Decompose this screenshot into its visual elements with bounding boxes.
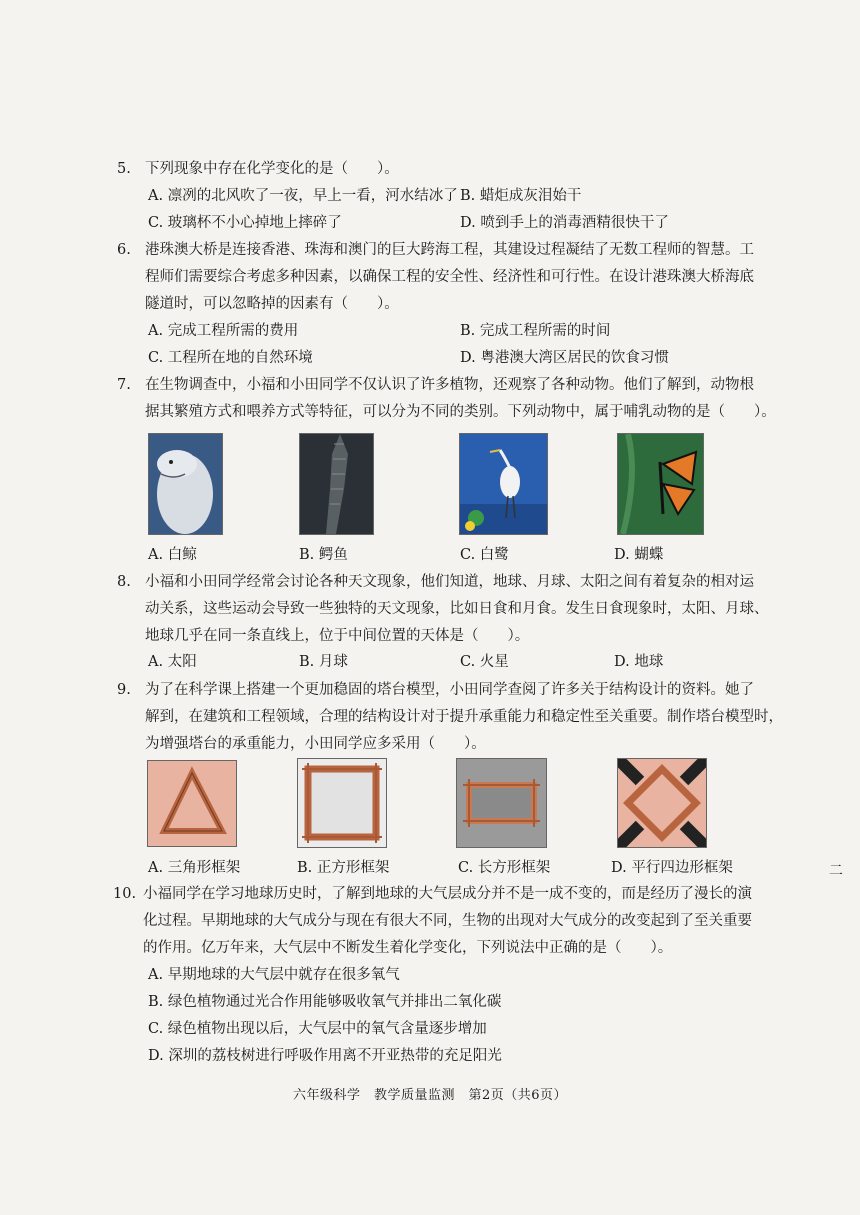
question-6-line-1: 港珠澳大桥是连接香港、珠海和澳门的巨大跨海工程，其建设过程凝结了无数工程师的智慧。工 bbox=[145, 242, 754, 258]
question-10-number: 10. bbox=[113, 886, 137, 902]
question-9-number: 9. bbox=[117, 682, 131, 698]
question-8-line-1: 小福和小田同学经常会讨论各种天文现象，他们知道，地球、月球、太阳之间有着复杂的相对运 bbox=[145, 574, 754, 590]
question-6-number: 6. bbox=[117, 242, 131, 258]
question-6-option-c: C. 工程所在地的自然环境 bbox=[148, 350, 313, 366]
question-6-option-b: B. 完成工程所需的时间 bbox=[460, 323, 611, 339]
crocodile-image bbox=[299, 433, 374, 535]
question-10-option-c: C. 绿色植物出现以后，大气层中的氧气含量逐步增加 bbox=[148, 1021, 487, 1037]
question-10-line-3: 的作用。亿万年来，大气层中不断发生着化学变化，下列说法中正确的是（ ）。 bbox=[143, 940, 673, 956]
egret-image bbox=[459, 433, 548, 535]
beluga-image bbox=[148, 433, 223, 535]
question-7-option-d: D. 蝴蝶 bbox=[614, 547, 664, 563]
question-6-line-3: 隧道时，可以忽略掉的因素有（ ）。 bbox=[145, 296, 399, 312]
question-7-number: 7. bbox=[117, 377, 131, 393]
question-6-option-d: D. 粤港澳大湾区居民的饮食习惯 bbox=[460, 350, 669, 366]
question-7-line-2: 据其繁殖方式和喂养方式等特征，可以分为不同的类别。下列动物中，属于哺乳动物的是（ ）。 bbox=[145, 404, 776, 420]
question-7-option-a: A. 白鲸 bbox=[148, 547, 197, 563]
question-10-option-b: B. 绿色植物通过光合作用能够吸收氧气并排出二氧化碳 bbox=[148, 994, 502, 1010]
question-8-option-a: A. 太阳 bbox=[148, 654, 197, 670]
question-7-option-b: B. 鳄鱼 bbox=[299, 547, 348, 563]
question-8-line-2: 动关系，这些运动会导致一些独特的天文现象，比如日食和月食。发生日食现象时，太阳、月球、 bbox=[145, 601, 769, 617]
question-9-line-1: 为了在科学课上搭建一个更加稳固的塔台模型，小田同学查阅了许多关于结构设计的资料。她了 bbox=[145, 682, 754, 698]
question-7-option-c: C. 白鹭 bbox=[460, 547, 509, 563]
question-5-stem: 下列现象中存在化学变化的是（ ）。 bbox=[145, 161, 399, 177]
question-8-number: 8. bbox=[117, 574, 131, 590]
question-5-option-d: D. 喷到手上的消毒酒精很快干了 bbox=[460, 215, 669, 231]
question-10-line-2: 化过程。早期地球的大气成分与现在有很大不同，生物的出现对大气成分的改变起到了至关重要 bbox=[143, 913, 752, 929]
page-footer: 六年级科学 教学质量监测 第2页（共6页） bbox=[292, 1088, 568, 1103]
question-8-option-b: B. 月球 bbox=[299, 654, 348, 670]
question-9-line-2: 解到，在建筑和工程领域，合理的结构设计对于提升承重能力和稳定性至关重要。制作塔台模型时， bbox=[145, 709, 783, 725]
question-9-option-b: B. 正方形框架 bbox=[297, 860, 390, 876]
triangle-frame-image bbox=[147, 760, 237, 847]
question-9-line-3: 为增强塔台的承重能力，小田同学应多采用（ ）。 bbox=[145, 736, 486, 752]
square-frame-image bbox=[297, 758, 387, 848]
question-5-option-c: C. 玻璃杯不小心掉地上摔碎了 bbox=[148, 215, 342, 231]
question-10-option-d: D. 深圳的荔枝树进行呼吸作用离不开亚热带的充足阳光 bbox=[148, 1048, 502, 1064]
question-5-option-b: B. 蜡炬成灰泪始干 bbox=[460, 188, 582, 204]
question-9-option-a: A. 三角形框架 bbox=[148, 860, 241, 876]
question-9-option-c: C. 长方形框架 bbox=[458, 860, 551, 876]
question-7-line-1: 在生物调查中，小福和小田同学不仅认识了许多植物，还观察了各种动物。他们了解到，动物根 bbox=[145, 377, 754, 393]
question-10-line-1: 小福同学在学习地球历史时，了解到地球的大气层成分并不是一成不变的，而是经历了漫长的演 bbox=[143, 886, 752, 902]
question-5-option-a: A. 凛冽的北风吹了一夜，早上一看，河水结冰了 bbox=[148, 188, 458, 204]
question-9-option-d: D. 平行四边形框架 bbox=[611, 860, 733, 876]
question-5-number: 5. bbox=[117, 161, 131, 177]
parallelogram-frame-image bbox=[617, 758, 707, 848]
question-8-line-3: 地球几乎在同一条直线上，位于中间位置的天体是（ ）。 bbox=[145, 628, 530, 644]
rectangle-frame-image bbox=[456, 758, 547, 848]
question-8-option-d: D. 地球 bbox=[614, 654, 664, 670]
question-6-option-a: A. 完成工程所需的费用 bbox=[148, 323, 299, 339]
butterfly-image bbox=[617, 433, 704, 535]
margin-mark: 二 bbox=[829, 863, 843, 879]
question-6-line-2: 程师们需要综合考虑多种因素，以确保工程的安全性、经济性和可行性。在设计港珠澳大桥海底 bbox=[145, 269, 754, 285]
question-8-option-c: C. 火星 bbox=[460, 654, 509, 670]
question-10-option-a: A. 早期地球的大气层中就存在很多氧气 bbox=[148, 967, 400, 983]
